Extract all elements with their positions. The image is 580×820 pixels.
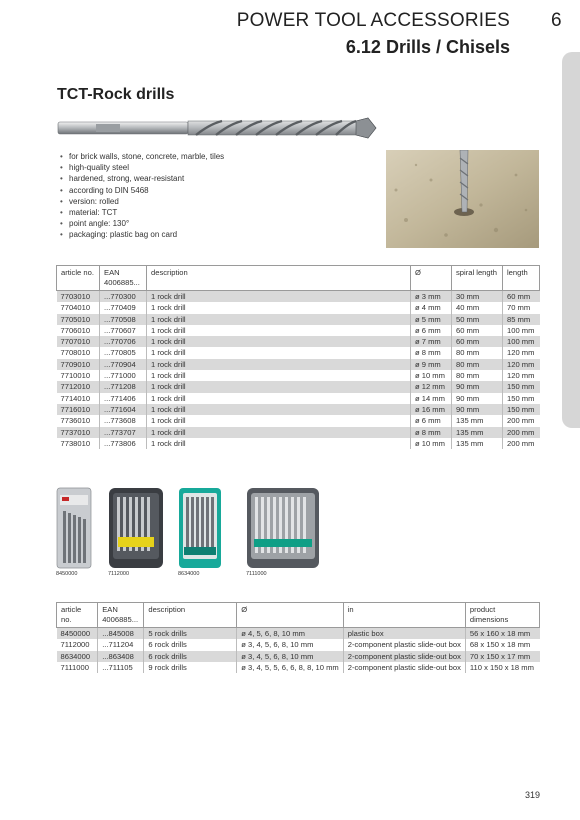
diameter-cell: ø 10 mm xyxy=(411,438,452,449)
diameter-cell: ø 4 mm xyxy=(411,302,452,313)
dimensions-cell: 56 x 160 x 18 mm xyxy=(465,628,539,640)
table-row xyxy=(57,302,540,313)
description-cell: 1 rock drill xyxy=(147,302,411,313)
diameter-cell: ø 6 mm xyxy=(411,415,452,426)
col-article: article no. xyxy=(57,603,98,628)
diameter-cell: ø 8 mm xyxy=(411,347,452,358)
table-row xyxy=(57,404,540,415)
spiral-length-cell: 80 mm xyxy=(452,359,503,370)
length-cell: 200 mm xyxy=(503,427,540,438)
article-cell: 7705010 xyxy=(57,314,100,325)
col-diameter: Ø xyxy=(237,603,344,628)
drill-sets-table xyxy=(56,602,540,673)
table-row xyxy=(57,415,540,426)
spiral-length-cell: 40 mm xyxy=(452,302,503,313)
ean-cell: ...773707 xyxy=(100,427,147,438)
article-cell: 7712010 xyxy=(57,381,100,392)
feature-item: • for brick walls, stone, concrete, marble, tiles xyxy=(60,151,224,162)
caption-7111000: 7111000 xyxy=(246,571,267,577)
table-row xyxy=(57,325,540,336)
ean-cell: ...773608 xyxy=(100,415,147,426)
feature-item: • high-quality steel xyxy=(60,162,224,173)
table-row xyxy=(57,662,540,673)
ean-cell: ...771208 xyxy=(100,381,147,392)
diameter-cell: ø 8 mm xyxy=(411,427,452,438)
table-row xyxy=(57,314,540,325)
diameter-cell: ø 3, 4, 5, 6, 8, 10 mm xyxy=(237,639,344,650)
ean-cell: ...770409 xyxy=(100,302,147,313)
description-cell: 1 rock drill xyxy=(147,438,411,449)
article-cell: 7738010 xyxy=(60,438,91,448)
feature-item: • packaging: plastic bag on card xyxy=(60,229,224,240)
article-cell: 7703010 xyxy=(57,291,100,303)
spiral-length-cell: 135 mm xyxy=(452,427,503,438)
length-cell: 120 mm xyxy=(503,347,540,358)
col-length: length xyxy=(503,266,540,291)
ean-cell: ...771406 xyxy=(100,393,147,404)
description-cell: 1 rock drill xyxy=(147,359,411,370)
spiral-length-cell: 60 mm xyxy=(452,336,503,347)
col-diameter: Ø xyxy=(411,266,452,291)
ean-cell: ...711105 xyxy=(98,662,144,673)
feature-item: • hardened, strong, wear-resistant xyxy=(60,173,224,184)
section-header: POWER TOOL ACCESSORIES xyxy=(236,10,510,31)
single-drills-table xyxy=(56,265,540,449)
description-cell: 6 rock drills xyxy=(144,651,237,662)
dimensions-cell: 110 x 150 x 18 mm xyxy=(465,662,539,673)
spiral-length-cell: 90 mm xyxy=(452,381,503,392)
article-cell: 7737010 xyxy=(57,427,100,438)
ean-cell: ...771000 xyxy=(100,370,147,381)
set-7112000-image xyxy=(108,487,164,569)
article-cell: 8634000 xyxy=(57,651,98,662)
spiral-length-cell: 60 mm xyxy=(452,325,503,336)
col-ean: EAN 4006885... xyxy=(100,266,147,291)
article-cell: 7708010 xyxy=(60,348,91,358)
length-cell: 200 mm xyxy=(503,438,540,449)
table-row xyxy=(57,651,540,662)
spiral-length-cell: 50 mm xyxy=(452,314,503,325)
article-cell: 7709010 xyxy=(57,359,100,370)
table-row xyxy=(57,370,540,381)
table-row xyxy=(57,359,540,370)
description-cell: 1 rock drill xyxy=(147,336,411,347)
table-row xyxy=(57,639,540,650)
feature-item: • material: TCT xyxy=(60,207,224,218)
drill-bit-image xyxy=(56,115,378,141)
dimensions-cell: 70 x 150 x 17 mm xyxy=(465,651,539,662)
subsection-header: 6.12 Drills / Chisels xyxy=(345,37,510,57)
article-cell: 7706010 xyxy=(60,325,91,335)
chapter-number: 6 xyxy=(551,10,562,31)
spiral-length-cell: 135 mm xyxy=(452,438,503,449)
article-cell: 7704010 xyxy=(60,303,91,313)
length-cell: 150 mm xyxy=(503,404,540,415)
description-cell: 1 rock drill xyxy=(147,347,411,358)
in-cell: 2-component plastic slide-out box xyxy=(343,662,465,673)
feature-item: • point angle: 130° xyxy=(60,218,224,229)
length-cell: 150 mm xyxy=(503,393,540,404)
length-cell: 100 mm xyxy=(503,336,540,347)
ean-cell: ...770706 xyxy=(100,336,147,347)
description-cell: 1 rock drill xyxy=(147,427,411,438)
article-cell: 7714010 xyxy=(60,393,91,403)
ean-cell: ...770508 xyxy=(100,314,147,325)
description-cell: 1 rock drill xyxy=(147,381,411,392)
in-cell: 2-component plastic slide-out box xyxy=(343,651,465,662)
spiral-length-cell: 135 mm xyxy=(452,415,503,426)
table-header-row xyxy=(57,266,540,291)
ean-cell: ...770805 xyxy=(100,347,147,358)
length-cell: 60 mm xyxy=(503,291,540,303)
ean-cell: ...773806 xyxy=(100,438,147,449)
article-cell: 8450000 xyxy=(57,628,98,640)
diameter-cell: ø 5 mm xyxy=(411,314,452,325)
article-cell: 7736010 xyxy=(60,416,91,426)
length-cell: 200 mm xyxy=(503,415,540,426)
table-row xyxy=(57,393,540,404)
spiral-length-cell: 90 mm xyxy=(452,404,503,415)
diameter-cell: ø 4, 5, 6, 8, 10 mm xyxy=(237,628,344,640)
diameter-cell: ø 16 mm xyxy=(411,404,452,415)
chapter-side-tab xyxy=(562,52,580,428)
diameter-cell: ø 3, 4, 5, 6, 8, 10 mm xyxy=(237,651,344,662)
product-title: TCT-Rock drills xyxy=(57,86,175,103)
description-cell: 1 rock drill xyxy=(147,393,411,404)
description-cell: 9 rock drills xyxy=(144,662,237,673)
description-cell: 1 rock drill xyxy=(147,370,411,381)
article-cell: 7112000 xyxy=(60,640,90,650)
length-cell: 85 mm xyxy=(503,314,540,325)
feature-list xyxy=(60,151,224,241)
col-description: description xyxy=(144,603,237,628)
diameter-cell: ø 10 mm xyxy=(411,370,452,381)
col-spiral-length: spiral length xyxy=(452,266,503,291)
set-7111000-image xyxy=(246,487,320,569)
caption-8634000: 8634000 xyxy=(178,571,200,577)
caption-7112000: 7112000 xyxy=(108,571,130,577)
description-cell: 1 rock drill xyxy=(147,314,411,325)
ean-cell: ...845008 xyxy=(98,628,144,640)
table-header-row xyxy=(57,603,540,628)
col-article: article no. xyxy=(57,266,100,291)
page-number: 319 xyxy=(525,790,541,800)
dimensions-cell: 68 x 150 x 18 mm xyxy=(465,639,539,650)
article-cell: 7707010 xyxy=(57,336,100,347)
ean-cell: ...770607 xyxy=(100,325,147,336)
ean-cell: ...770300 xyxy=(100,291,147,303)
diameter-cell: ø 14 mm xyxy=(411,393,452,404)
length-cell: 150 mm xyxy=(503,381,540,392)
diameter-cell: ø 3, 4, 5, 5, 6, 6, 8, 8, 10 mm xyxy=(237,662,344,673)
length-cell: 70 mm xyxy=(503,302,540,313)
diameter-cell: ø 9 mm xyxy=(411,359,452,370)
spiral-length-cell: 30 mm xyxy=(452,291,503,303)
table-row xyxy=(57,381,540,392)
drill-sets-images xyxy=(56,487,316,587)
in-cell: plastic box xyxy=(343,628,465,640)
col-ean: EAN 4006885... xyxy=(98,603,144,628)
spiral-length-cell: 80 mm xyxy=(452,347,503,358)
length-cell: 120 mm xyxy=(503,370,540,381)
diameter-cell: ø 3 mm xyxy=(411,291,452,303)
table-row xyxy=(57,427,540,438)
description-cell: 6 rock drills xyxy=(144,639,237,650)
in-cell: 2-component plastic slide-out box xyxy=(343,639,465,650)
description-cell: 1 rock drill xyxy=(147,404,411,415)
set-8450000-image xyxy=(56,487,92,569)
table-row xyxy=(57,336,540,347)
diameter-cell: ø 7 mm xyxy=(411,336,452,347)
table-row xyxy=(57,347,540,358)
spiral-length-cell: 90 mm xyxy=(452,393,503,404)
description-cell: 1 rock drill xyxy=(147,325,411,336)
ean-cell: ...711204 xyxy=(98,639,144,650)
article-cell: 7111000 xyxy=(60,662,89,672)
drilled-stone-photo xyxy=(386,150,539,248)
description-cell: 5 rock drills xyxy=(144,628,237,640)
table-row xyxy=(57,438,540,449)
set-8634000-image xyxy=(178,487,222,569)
feature-item: • according to DIN 5468 xyxy=(60,185,224,196)
table-row xyxy=(57,291,540,303)
description-cell: 1 rock drill xyxy=(147,415,411,426)
col-in: in xyxy=(343,603,465,628)
ean-cell: ...863408 xyxy=(98,651,144,662)
article-cell: 7710010 xyxy=(60,371,91,381)
caption-8450000: 8450000 xyxy=(56,571,78,577)
feature-item: • version: rolled xyxy=(60,196,224,207)
ean-cell: ...770904 xyxy=(100,359,147,370)
article-cell: 7716010 xyxy=(57,404,100,415)
table-row xyxy=(57,628,540,640)
col-description: description xyxy=(147,266,411,291)
length-cell: 100 mm xyxy=(503,325,540,336)
diameter-cell: ø 12 mm xyxy=(411,381,452,392)
ean-cell: ...771604 xyxy=(100,404,147,415)
length-cell: 120 mm xyxy=(503,359,540,370)
description-cell: 1 rock drill xyxy=(147,291,411,303)
spiral-length-cell: 80 mm xyxy=(452,370,503,381)
col-dimensions: product dimensions xyxy=(465,603,539,628)
diameter-cell: ø 6 mm xyxy=(411,325,452,336)
